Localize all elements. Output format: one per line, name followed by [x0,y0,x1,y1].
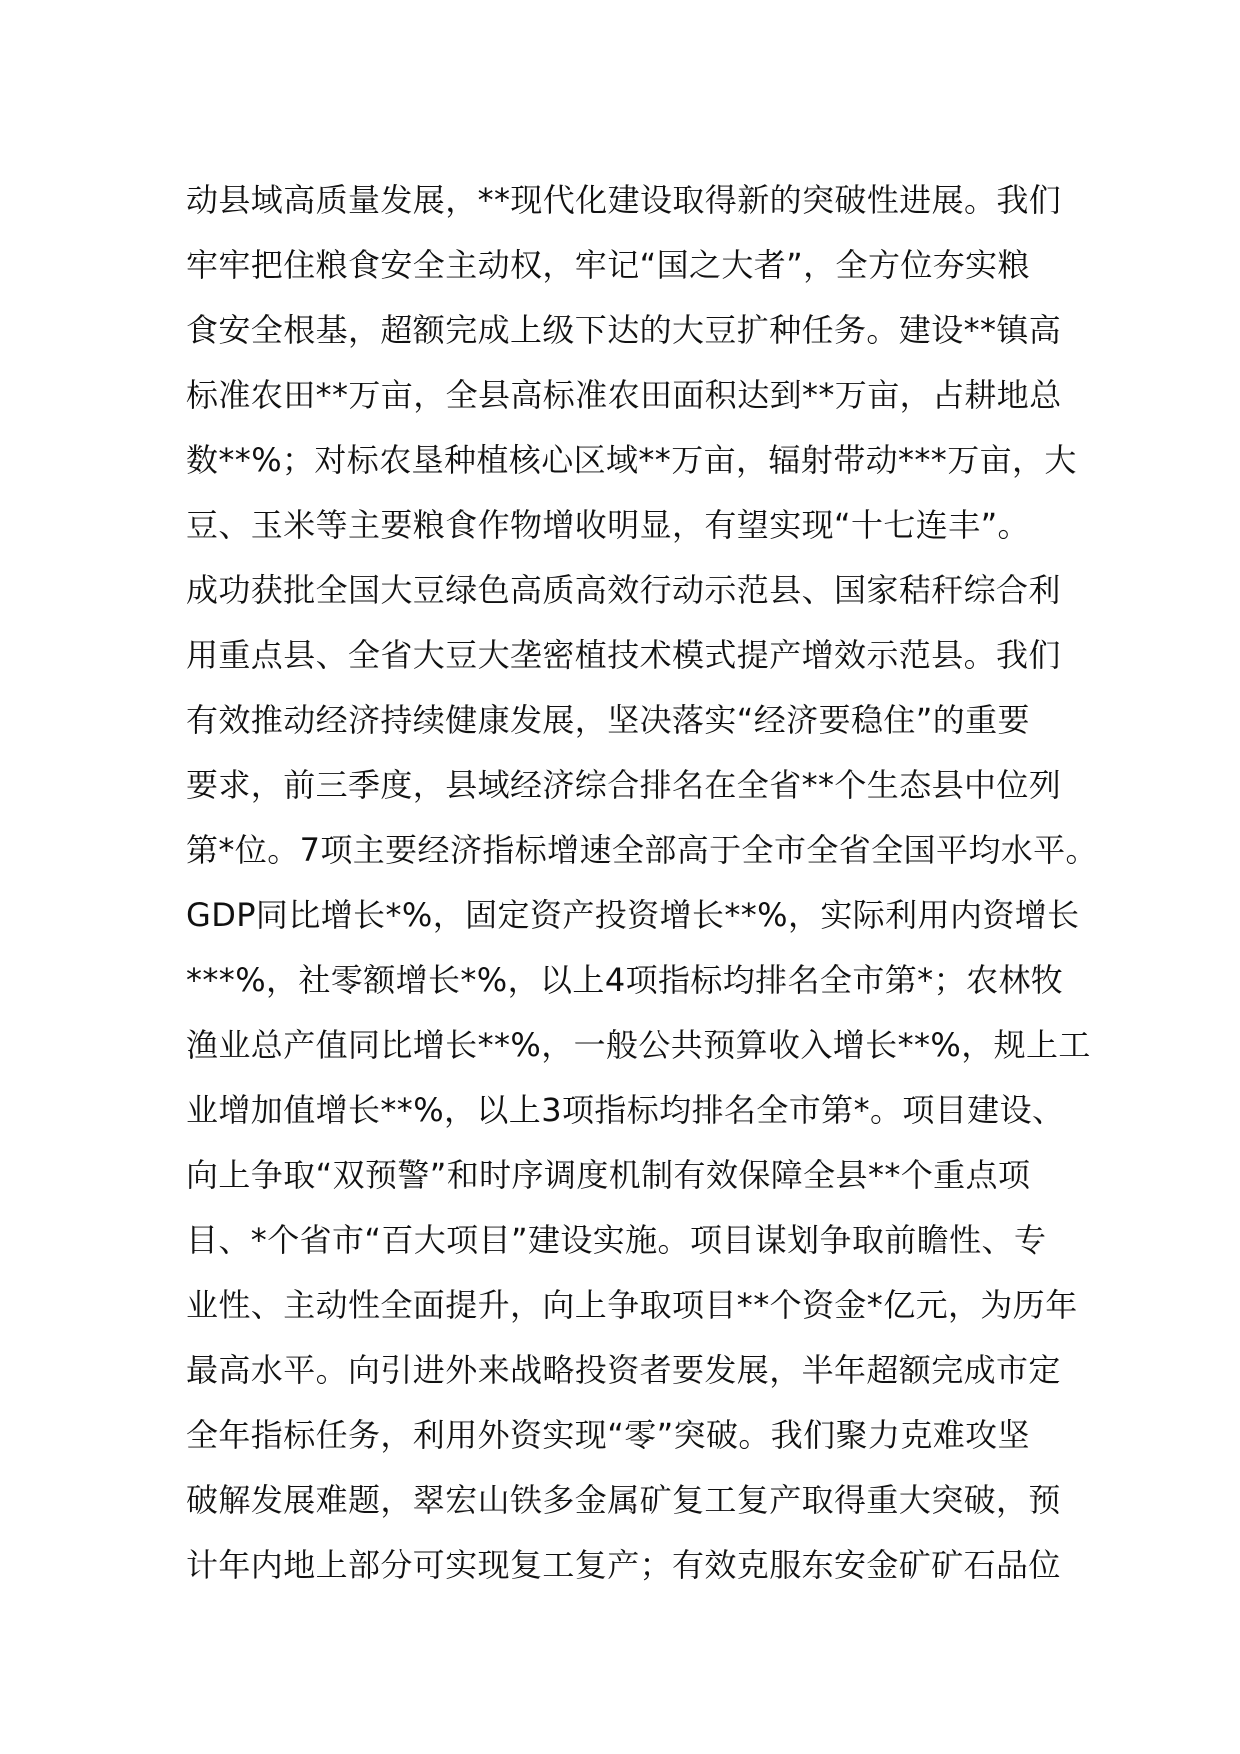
text-line-3: 食安全根基，超额完成上级下达的大豆扩种任务。建设**镇高 [186,311,1062,349]
text-line-18: 业性、主动性全面提升，向上争取项目**个资金*亿元，为历年 [186,1286,1078,1324]
text-line-2: 牢牢把住粮食安全主动权，牢记“国之大者”，全方位夯实粮 [186,246,1030,284]
text-line-17: 目、*个省市“百大项目”建设实施。项目谋划争取前瞻性、专 [186,1221,1047,1259]
text-line-13: ***%，社零额增长*%，以上4项指标均排名全市第*；农林牧 [186,961,1064,999]
text-line-16: 向上争取“双预警”和时序调度机制有效保障全县**个重点项 [186,1156,1031,1194]
text-line-19: 最高水平。向引进外来战略投资者要发展，半年超额完成市定 [186,1351,1061,1389]
text-line-6: 豆、玉米等主要粮食作物增收明显，有望实现“十七连丰”。 [186,506,1030,544]
text-line-20: 全年指标任务，利用外资实现“零”突破。我们聚力克难攻坚 [186,1416,1030,1454]
text-line-22: 计年内地上部分可实现复工复产；有效克服东安金矿矿石品位 [186,1546,1061,1584]
text-line-9: 有效推动经济持续健康发展，坚决落实“经济要稳住”的重要 [186,701,1030,739]
text-line-4: 标准农田**万亩，全县高标准农田面积达到**万亩，占耕地总 [186,376,1062,414]
text-line-5: 数**%；对标农垦种植核心区域**万亩，辐射带动***万亩，大 [186,441,1077,479]
text-line-15: 业增加值增长**%，以上3项指标均排名全市第*。项目建设、 [186,1091,1065,1129]
text-line-10: 要求，前三季度，县域经济综合排名在全省**个生态县中位列 [186,766,1062,804]
text-line-7: 成功获批全国大豆绿色高质高效行动示范县、国家秸秆综合利 [186,571,1061,609]
text-line-1: 动县域高质量发展，**现代化建设取得新的突破性进展。我们 [186,181,1062,219]
text-line-8: 用重点县、全省大豆大垄密植技术模式提产增效示范县。我们 [186,636,1061,674]
text-line-11: 第*位。7项主要经济指标增速全部高于全市全省全国平均水平。 [186,831,1098,869]
text-line-21: 破解发展难题，翠宏山铁多金属矿复工复产取得重大突破，预 [186,1481,1061,1519]
body-text [186,168,1098,1598]
text-line-14: 渔业总产值同比增长**%，一般公共预算收入增长**%，规上工 [186,1026,1091,1064]
text-line-12: GDP同比增长*%，固定资产投资增长**%，实际利用内资增长 [186,896,1080,934]
